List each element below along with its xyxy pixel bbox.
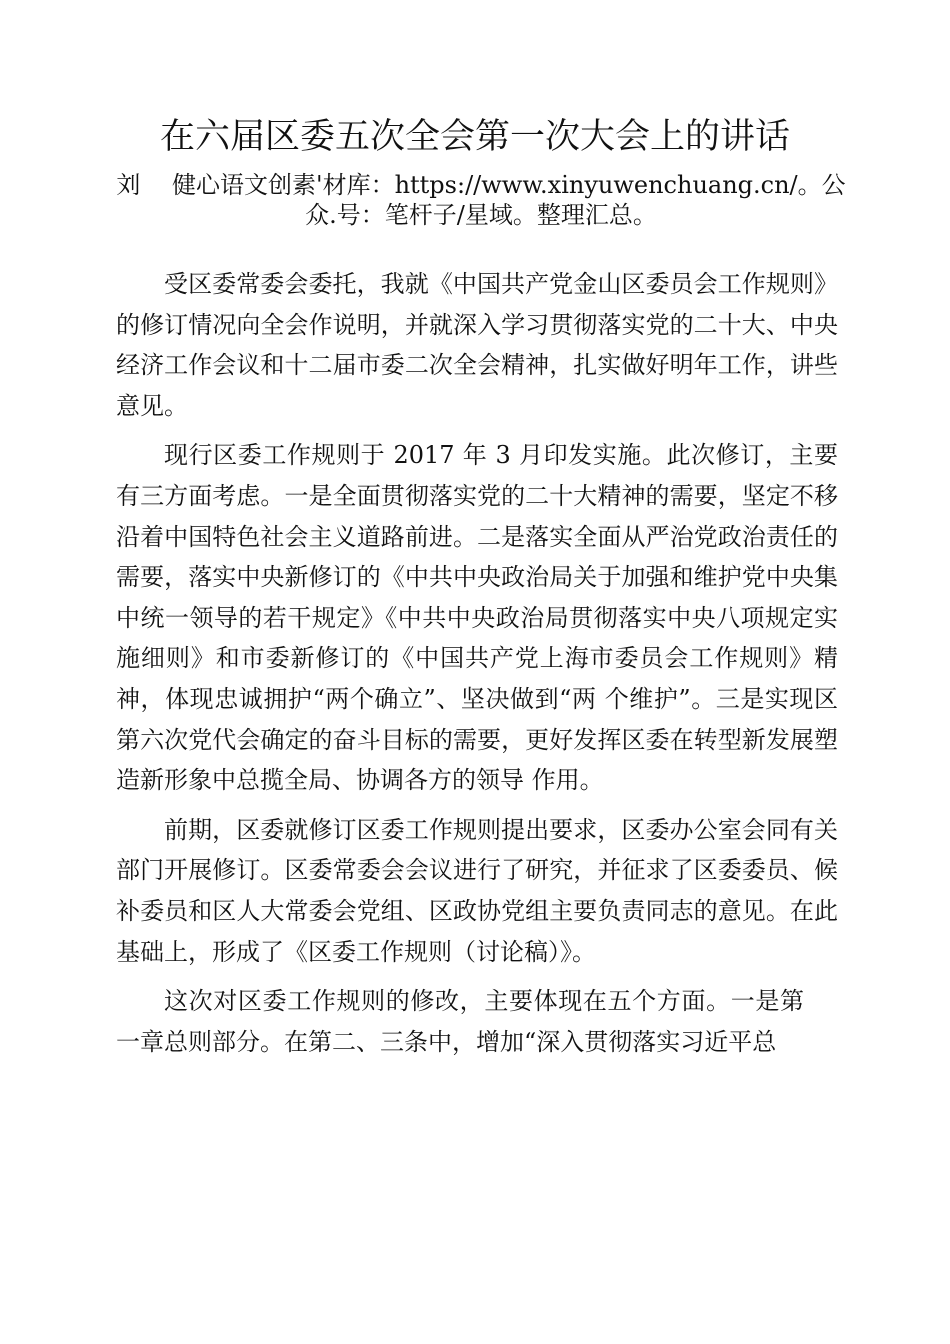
paragraph-3: 前期，区委就修订区委工作规则提出要求，区委办公室会同有关部门开展修订。区委常委会会议进行了研究，并征求了区委委员、候补委员和区人大常委会党组、区政协党组主要负责同志的意见。在此基础上，形成了《区委工作规则（讨论稿）》。 [116, 815, 838, 966]
source-note: 健心语文创素'材库：https://www.xinyuwenchuang.cn/。公众.号：笔杆子/星域。整理汇总。 [171, 171, 846, 229]
paragraph-4: 这次对区委工作规则的修改，主要体现在五个方面。一是第一章总则部分。在第二、三条中，增加“深入贯彻落实习近平总 [116, 987, 804, 1056]
byline [116, 170, 846, 230]
paragraph-1: 受区委常委会委托，我就《中国共产党金山区委员会工作规则》的修订情况向全会作说明，并就深入学习贯彻落实党的二十大、中央经济工作会议和十二届市委二次全会精神，扎实做好明年工作，讲些意见。 [116, 270, 838, 420]
document-title: 在六届区委五次全会第一次大会上的讲话 [159, 117, 790, 157]
body-text [116, 264, 838, 1071]
author-name: 刘 [116, 171, 165, 199]
paragraph-2: 现行区委工作规则于 2017 年 3 月印发实施。此次修订，主要有三方面考虑。一是全面贯彻落实党的二十大精神的需要，坚定不移沿着中国特色社会主义道路前进。二是落实全面从严治党政治责任的需要，落实中央新修订的《中共中央政治局关于加强和维护党中央集中统一领导的若干规定》《中共中央政治局贯彻落实中央八项规定实施细则》和市委新修订的《中国共产党上海市委员会工作规则》精神，体现忠诚拥护“两个确立”、坚决做到“两 个维护”。三是实现区第六次党代会确定的奋斗目标的需要，更好发挥区委在转型新发展塑造新形象中总揽全局、协调各方的领导 作用。 [116, 441, 838, 795]
